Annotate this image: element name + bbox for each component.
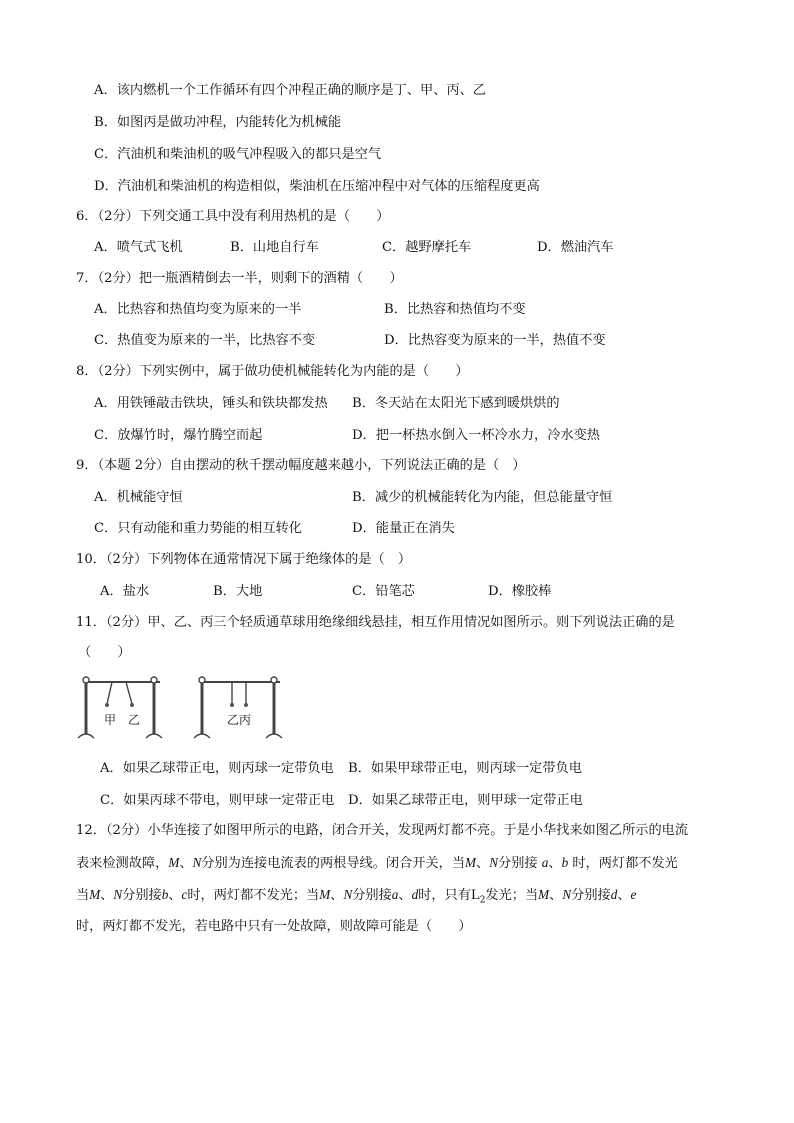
q9-option-a: A．机械能守恒 — [94, 490, 183, 505]
q9-stem: 9．（本题 2分）自由摆动的秋千摆动幅度越来越小，下列说法正确的是（ ） — [76, 458, 526, 473]
q11-option-d: D．如果乙球带正电，则甲球一定带正电 — [348, 793, 583, 808]
q10-option-c: C．铅笔芯 — [352, 584, 415, 599]
q10-option-a: A．盐水 — [100, 584, 150, 599]
q11-pith-ball-figure — [74, 672, 304, 752]
q9-option-b: B．减少的机械能转化为内能，但总能量守恒 — [352, 490, 613, 505]
q11-fig-left-labels: 甲 乙 — [104, 713, 141, 727]
q7-stem: 7．（2分）把一瓶酒精倒去一半，则剩下的酒精（ ） — [76, 271, 403, 286]
q5-option-a: A．该内燃机一个工作循环有四个冲程正确的顺序是丁、甲、丙、乙 — [94, 83, 486, 98]
q12-line-4: 时，两灯都不发光，若电路中只有一处故障，则故障可能是（ ） — [76, 919, 472, 934]
q11-stem: 11．（2分）甲、乙、丙三个轻质通草球用绝缘细线悬挂，相互作用情况如图所示。则下列说法正确的是 — [76, 615, 675, 630]
q6-option-b: B．山地自行车 — [230, 240, 319, 255]
q11-option-a: A．如果乙球带正电，则丙球一定带负电 — [100, 761, 334, 776]
q11-option-c: C．如果丙球不带电，则甲球一定带正电 — [100, 793, 335, 808]
q6-option-d: D．燃油汽车 — [537, 240, 614, 255]
q8-option-a: A．用铁锤敲击铁块，锤头和铁块都发热 — [94, 396, 328, 411]
q12-line-1: 12．（2分）小华连接了如图甲所示的电路，闭合开关，发现两灯都不亮。于是小华找来如图乙所示的电流 — [76, 823, 689, 838]
q7-option-b: B．比热容和热值均不变 — [384, 302, 526, 317]
q6-stem: 6．（2分）下列交通工具中没有利用热机的是（ ） — [76, 209, 390, 224]
q9-option-d: D．能量正在消失 — [352, 521, 455, 536]
q12-line-2: 表来检测故障，M、N分别为连接电流表的两根导线。闭合开关，当M、N分别接 a、b 时，两灯都不发光 — [76, 855, 678, 871]
q5-option-d: D．汽油机和柴油机的构造相似，柴油机在压缩冲程中对气体的压缩程度更高 — [94, 179, 540, 194]
q11-option-b: B．如果甲球带正电，则丙球一定带负电 — [348, 761, 582, 776]
q12-line-3: 当M、N分别接b、c时，两灯都不发光；当M、N分别接a、d时，只有$L_2$发光；当M、N分别接d、e — [76, 887, 637, 906]
q5-option-c: C．汽油机和柴油机的吸气冲程吸入的都只是空气 — [94, 147, 382, 162]
q8-option-b: B．冬天站在太阳光下感到暖烘烘的 — [352, 396, 560, 411]
q11-paren: （ ） — [78, 645, 131, 660]
q11-fig-right-labels: 乙丙 — [227, 713, 252, 727]
q8-stem: 8．（2分）下列实例中，属于做功使机械能转化为内能的是（ ） — [76, 364, 469, 379]
q10-option-b: B．大地 — [213, 584, 263, 599]
q5-option-b: B．如图丙是做功冲程，内能转化为机械能 — [94, 115, 342, 130]
q9-option-c: C．只有动能和重力势能的相互转化 — [94, 521, 302, 536]
q8-option-c: C．放爆竹时，爆竹腾空而起 — [94, 428, 263, 443]
q10-option-d: D．橡胶棒 — [488, 584, 552, 599]
q7-option-c: C．热值变为原来的一半，比热容不变 — [94, 333, 316, 348]
q7-option-d: D．比热容变为原来的一半，热值不变 — [384, 333, 606, 348]
q7-option-a: A．比热容和热值均变为原来的一半 — [94, 302, 302, 317]
q10-stem: 10．（2分）下列物体在通常情况下属于绝缘体的是（ ） — [76, 552, 412, 567]
q6-option-a: A．喷气式飞机 — [94, 240, 183, 255]
q8-option-d: D．把一杯热水倒入一杯冷水力，冷水变热 — [352, 428, 600, 443]
q6-option-c: C．越野摩托车 — [382, 240, 472, 255]
